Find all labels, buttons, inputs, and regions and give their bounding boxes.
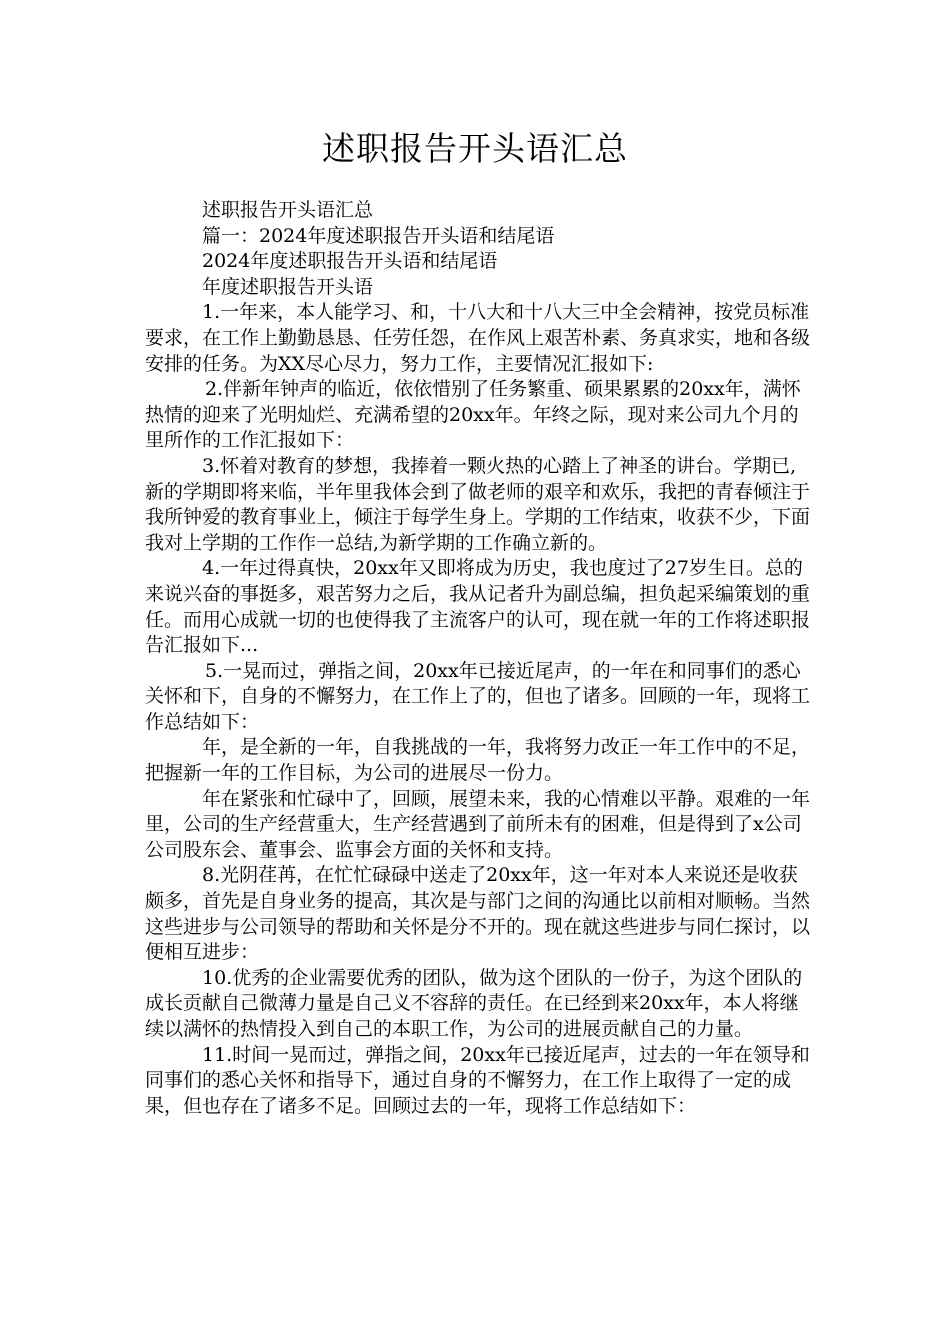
document-body xyxy=(145,198,810,1119)
section-subheading: 年度述职报告开头语 xyxy=(202,275,374,298)
section-heading: 篇一：2024年度述职报告开头语和结尾语 xyxy=(202,224,555,247)
paragraph: 1.一年来，本人能学习、和，十八大和十八大三中全会精神，按党员标准要求，在工作上勤勤恳恳、任劳任怨，在作风上艰苦朴素、务真求实，地和各级安排的任务。为XX尽心尽力，努力工作，主要情况汇报如下: xyxy=(145,301,811,375)
paragraph: 2.伴新年钟声的临近，依依惜别了任务繁重、硕果累累的20xx年，满怀热情的迎来了光明灿烂、充满希望的20xx年。年终之际，现对来公司九个月的里所作的工作汇报如下： xyxy=(145,378,801,452)
paragraph: 4.一年过得真快，20xx年又即将成为历史，我也度过了27岁生日。总的来说兴奋的事挺多，艰苦努力之后，我从记者升为副总编，担负起采编策划的重任。而用心成就一切的也使得我了主流客户的认可，现在就一年的工作将述职报告汇报如下... xyxy=(145,557,811,657)
paragraph: 年，是全新的一年，自我挑战的一年，我将努力改正一年工作中的不足，把握新一年的工作目标，为公司的进展尽一份力。 xyxy=(145,736,811,785)
subtitle-line: 述职报告开头语汇总 xyxy=(202,199,374,221)
paragraph: 年在紧张和忙碌中了，回顾，展望未来，我的心情难以平静。艰难的一年里，公司的生产经营重大，生产经营遇到了前所未有的困难，但是得到了x公司公司股东会、董事会、监事会方面的关怀和支持。 xyxy=(145,787,811,861)
paragraph: 3.怀着对教育的梦想，我捧着一颗火热的心踏上了神圣的讲台。学期已,新的学期即将来临，半年里我体会到了做老师的艰辛和欢乐，我把的青春倾注于我所钟爱的教育事业上，倾注于每学生身上。学期的工作结束，收获不少，下面我对上学期的工作作一总结,为新学期的工作确立新的。 xyxy=(145,454,811,554)
paragraph: 8.光阴荏苒，在忙忙碌碌中送走了20xx年，这一年对本人来说还是收获颇多，首先是自身业务的提高，其次是与部门之间的沟通比以前相对顺畅。当然这些进步与公司领导的帮助和关怀是分不开的。现在就这些进步与同仁探讨，以便相互进步： xyxy=(145,864,811,964)
paragraph: 11.时间一晃而过，弹指之间，20xx年已接近尾声，过去的一年在领导和同事们的悉心关怀和指导下，通过自身的不懈努力，在工作上取得了一定的成果，但也存在了诸多不足。回顾过去的一年，现将工作总结如下： xyxy=(145,1043,810,1117)
section-subheading: 2024年度述职报告开头语和结尾语 xyxy=(202,250,498,273)
paragraph: 10.优秀的企业需要优秀的团队，做为这个团队的一份子，为这个团队的成长贡献自己微薄力量是自己义不容辞的责任。在已经到来20xx年，本人将继续以满怀的热情投入到自己的本职工作，为公司的进展贡献自己的力量。 xyxy=(145,966,803,1040)
document-title: 述职报告开头语汇总 xyxy=(322,129,628,168)
paragraph: 5.一晃而过，弹指之间，20xx年已接近尾声，的一年在和同事们的悉心关怀和下，自身的不懈努力，在工作上了的，但也了诸多。回顾的一年，现将工作总结如下： xyxy=(145,659,811,733)
